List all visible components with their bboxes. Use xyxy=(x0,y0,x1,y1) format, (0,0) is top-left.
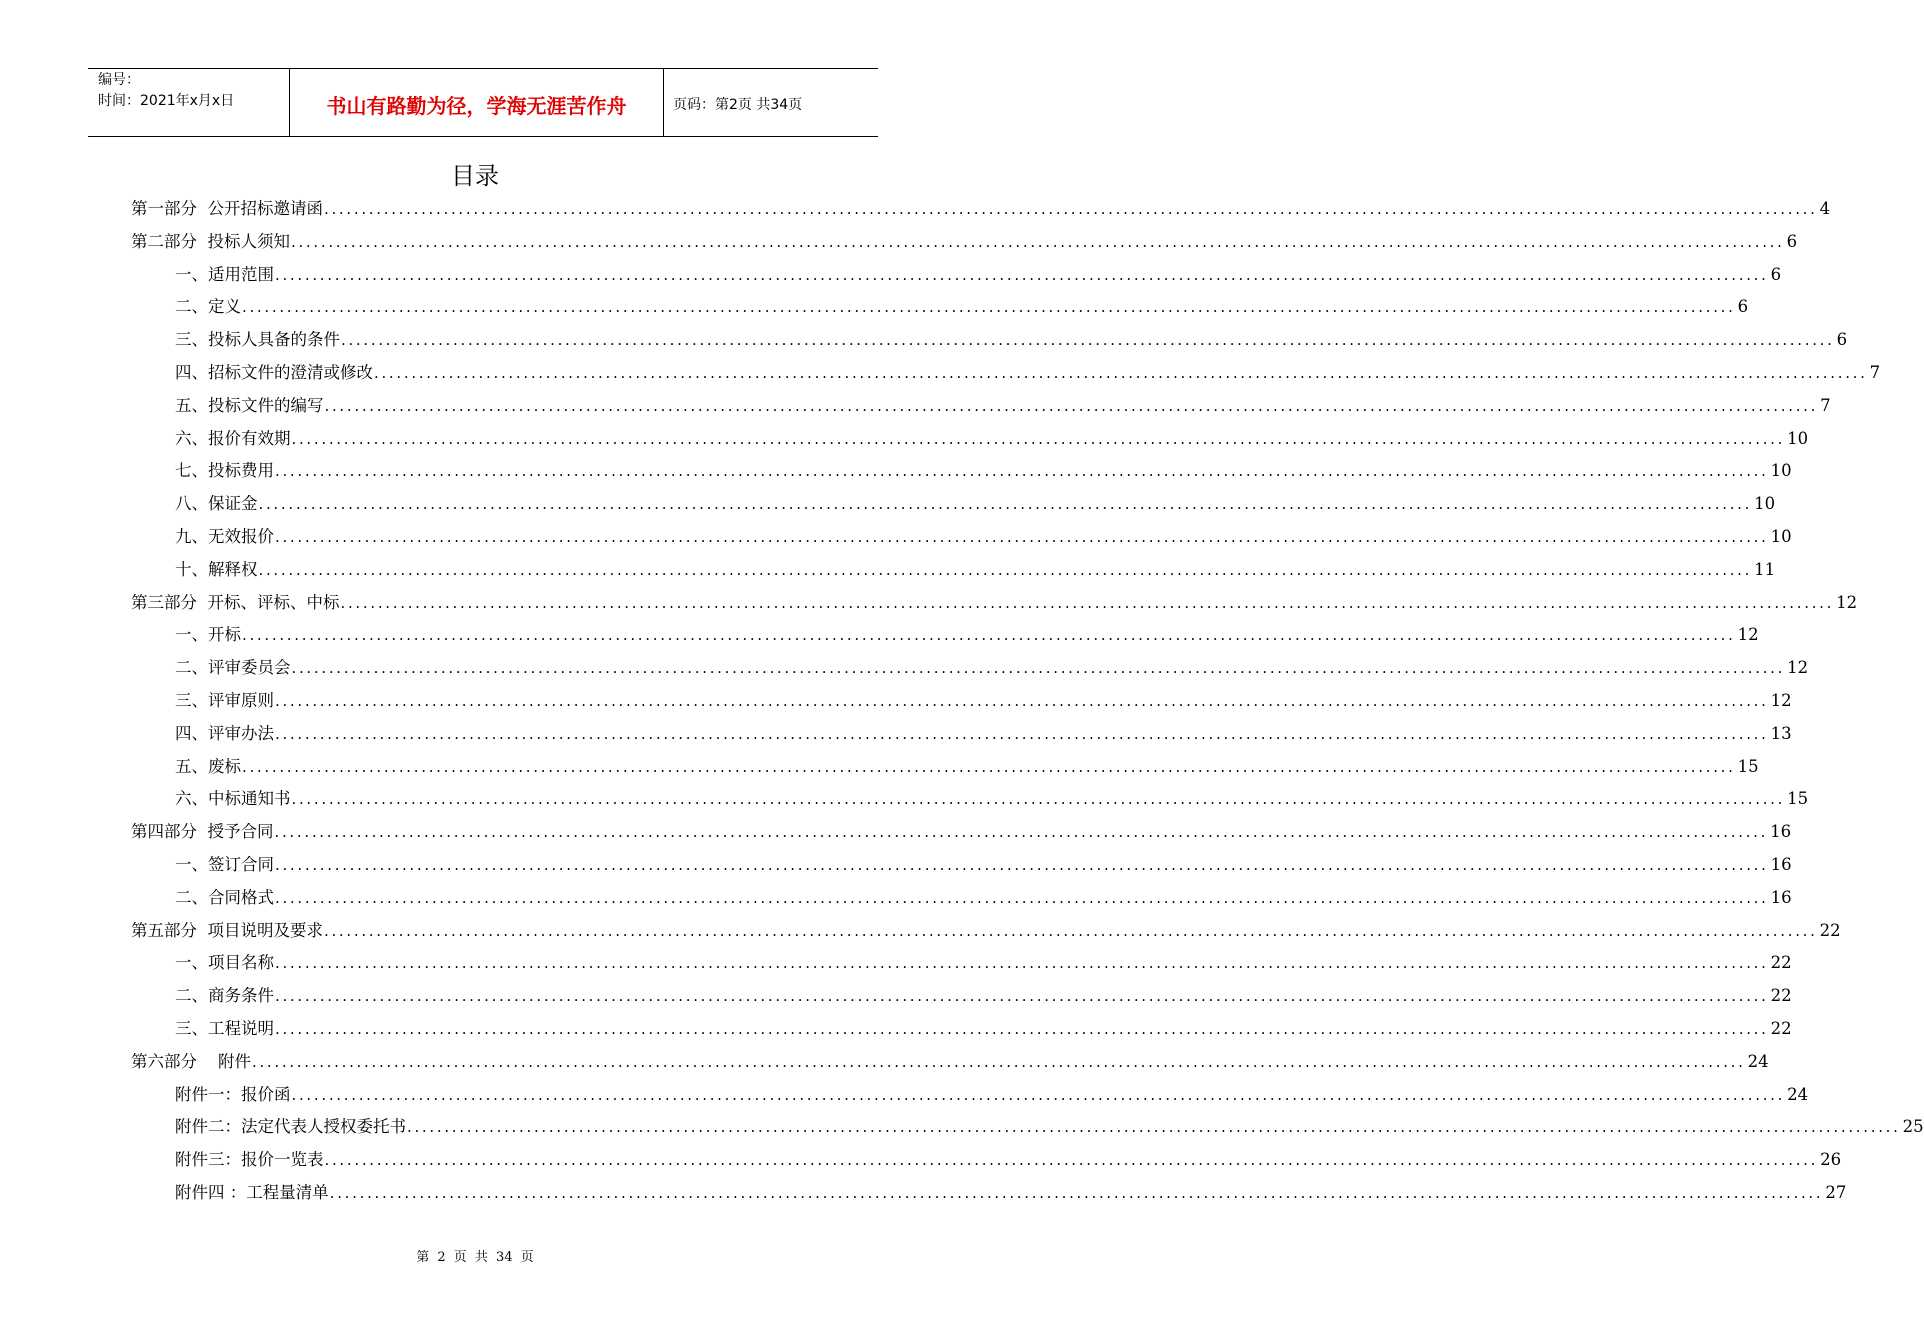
toc-entry-page: 13 xyxy=(1770,723,1792,743)
toc-entry[interactable] xyxy=(175,295,1749,319)
toc-leader-dots: ........................................................................................................................................................................................................ xyxy=(324,921,1818,940)
toc-entry-label: 第二部分 投标人须知 xyxy=(131,231,290,251)
toc-leader-dots: ........................................................................................................................................................................................................ xyxy=(275,528,1769,546)
toc-entry-label: 第六部分 附件 xyxy=(131,1051,251,1071)
toc-leader-dots: ........................................................................................................................................................................................................ xyxy=(275,1020,1769,1038)
toc-entry-label: 八、保证金 xyxy=(175,494,258,514)
page-header xyxy=(88,68,878,137)
toc-entry-page: 6 xyxy=(1737,297,1749,317)
toc-entry-page: 25 xyxy=(1902,1117,1924,1137)
toc-entry-page: 6 xyxy=(1770,264,1782,284)
toc-title: 目录 xyxy=(451,162,499,190)
toc-entry-label: 五、废标 xyxy=(175,756,241,776)
toc-entry[interactable] xyxy=(175,623,1759,647)
toc-entry[interactable] xyxy=(131,820,1792,844)
toc-entry-label: 二、商务条件 xyxy=(175,986,274,1006)
toc-entry[interactable] xyxy=(131,591,1858,615)
toc-entry-page: 11 xyxy=(1754,559,1776,579)
toc-leader-dots: ........................................................................................................................................................................................................ xyxy=(340,593,1835,612)
toc-entry-page: 22 xyxy=(1819,920,1841,940)
toc-entry-page: 7 xyxy=(1869,363,1881,382)
toc-leader-dots: ........................................................................................................................................................................................................ xyxy=(291,232,1785,251)
toc-entry[interactable] xyxy=(175,1181,1847,1205)
toc-entry-label: 二、合同格式 xyxy=(175,887,274,907)
toc-entry[interactable] xyxy=(175,558,1776,582)
toc-leader-dots: ........................................................................................................................................................................................................ xyxy=(275,856,1769,874)
toc-entry[interactable] xyxy=(175,263,1782,287)
toc-entry-label: 三、工程说明 xyxy=(175,1019,274,1038)
toc-entry-label: 五、投标文件的编写 xyxy=(175,395,324,415)
toc-entry-page: 24 xyxy=(1787,1084,1809,1104)
toc-entry[interactable] xyxy=(175,492,1776,516)
toc-entry[interactable] xyxy=(175,886,1792,910)
toc-entry[interactable] xyxy=(175,394,1831,418)
toc-entry[interactable] xyxy=(175,853,1792,877)
toc-entry-page: 27 xyxy=(1825,1183,1847,1202)
toc-entry-page: 6 xyxy=(1786,231,1798,251)
toc-leader-dots: ........................................................................................................................................................................................................ xyxy=(324,1151,1819,1170)
toc-entry[interactable] xyxy=(175,525,1792,549)
toc-entry-page: 6 xyxy=(1836,330,1848,350)
toc-entry-label: 一、开标 xyxy=(175,625,241,645)
toc-leader-dots: ........................................................................................................................................................................................................ xyxy=(341,331,1835,350)
toc-entry-label: 附件二：法定代表人授权委托书 xyxy=(175,1117,406,1137)
toc-entry-page: 26 xyxy=(1820,1150,1842,1170)
toc-leader-dots: ........................................................................................................................................................................................................ xyxy=(275,462,1769,481)
toc-entry-label: 二、定义 xyxy=(175,297,241,317)
toc-entry[interactable] xyxy=(175,656,1809,680)
page-footer: 第 2 页 共 34 页 xyxy=(416,1250,534,1265)
toc-leader-dots: ........................................................................................................................................................................................................ xyxy=(407,1118,1901,1137)
toc-entry-label: 九、无效报价 xyxy=(175,527,274,546)
toc-leader-dots: ........................................................................................................................................................................................................ xyxy=(274,823,1769,842)
toc-entry-page: 12 xyxy=(1836,592,1858,612)
toc-leader-dots: ........................................................................................................................................................................................................ xyxy=(275,954,1769,973)
toc-entry-page: 16 xyxy=(1770,855,1792,874)
header-meta xyxy=(88,69,290,136)
toc-leader-dots: ........................................................................................................................................................................................................ xyxy=(291,659,1786,678)
toc-entry-page: 10 xyxy=(1770,527,1792,546)
toc-entry-label: 七、投标费用 xyxy=(175,461,274,481)
toc-entry-label: 附件三：报价一览表 xyxy=(175,1150,324,1170)
toc-entry-label: 十、解释权 xyxy=(175,559,258,579)
toc-leader-dots: ........................................................................................................................................................................................................ xyxy=(275,724,1769,743)
toc-leader-dots: ........................................................................................................................................................................................................ xyxy=(291,429,1786,448)
toc-entry-page: 4 xyxy=(1819,199,1831,218)
toc-entry-page: 12 xyxy=(1787,658,1809,678)
toc-entry-label: 一、签订合同 xyxy=(175,855,274,874)
toc-entry-label: 二、评审委员会 xyxy=(175,658,291,678)
toc-entry-label: 第四部分 授予合同 xyxy=(131,822,274,842)
toc-entry-label: 三、评审原则 xyxy=(175,691,274,710)
toc-leader-dots: ........................................................................................................................................................................................................ xyxy=(329,1184,1824,1202)
toc-entry[interactable] xyxy=(175,689,1792,713)
toc-entry-page: 15 xyxy=(1787,789,1809,809)
toc-leader-dots: ........................................................................................................................................................................................................ xyxy=(242,626,1736,645)
toc-entry-label: 六、中标通知书 xyxy=(175,789,291,809)
toc-entry-page: 15 xyxy=(1737,756,1759,776)
header-time-label: 时间：2021年x月x日 xyxy=(98,93,235,109)
toc-entry[interactable] xyxy=(175,787,1809,811)
toc-entry[interactable] xyxy=(131,1050,1769,1074)
toc-leader-dots: ........................................................................................................................................................................................................ xyxy=(258,560,1753,579)
toc-entry[interactable] xyxy=(175,1148,1842,1172)
toc-entry-page: 10 xyxy=(1754,494,1776,514)
toc-entry-page: 7 xyxy=(1820,395,1831,415)
toc-entry[interactable] xyxy=(175,1115,1924,1139)
toc-entry[interactable] xyxy=(175,951,1792,975)
toc-leader-dots: ........................................................................................................................................................................................................ xyxy=(324,396,1819,415)
toc-entry-label: 第五部分 项目说明及要求 xyxy=(131,920,323,940)
toc-leader-dots: ........................................................................................................................................................................................................ xyxy=(242,298,1736,317)
toc-entry-label: 六、报价有效期 xyxy=(175,428,291,448)
toc-entry[interactable] xyxy=(131,197,1831,221)
toc-leader-dots: ........................................................................................................................................................................................................ xyxy=(242,757,1736,776)
toc-leader-dots: ........................................................................................................................................................................................................ xyxy=(275,692,1769,710)
toc-entry-label: 第三部分 开标、评标、中标 xyxy=(131,592,340,612)
header-number-label: 编号： xyxy=(98,72,140,88)
toc-entry-label: 附件一：报价函 xyxy=(175,1084,291,1104)
toc-entry[interactable] xyxy=(175,361,1881,385)
toc-entry[interactable] xyxy=(175,755,1759,779)
toc-entry-label: 附件四 ：工程量清单 xyxy=(175,1183,329,1202)
toc-leader-dots: ........................................................................................................................................................................................................ xyxy=(275,265,1769,284)
toc-entry[interactable] xyxy=(131,230,1798,254)
toc-entry-page: 24 xyxy=(1747,1051,1769,1071)
toc-entry-label: 一、项目名称 xyxy=(175,953,274,973)
toc-leader-dots: ........................................................................................................................................................................................................ xyxy=(275,987,1769,1006)
toc-entry[interactable] xyxy=(175,328,1848,352)
toc-entry-page: 22 xyxy=(1770,1019,1792,1038)
toc-entry-page: 16 xyxy=(1770,822,1792,842)
toc-entry[interactable] xyxy=(175,984,1792,1008)
toc-leader-dots: ........................................................................................................................................................................................................ xyxy=(251,1052,1746,1071)
toc-entry[interactable] xyxy=(175,722,1792,746)
toc-entry-page: 22 xyxy=(1770,986,1792,1006)
toc-entry-page: 16 xyxy=(1770,887,1792,907)
toc-entry-label: 三、投标人具备的条件 xyxy=(175,330,340,350)
toc-entry-page: 12 xyxy=(1737,625,1759,645)
toc-entry[interactable] xyxy=(175,459,1792,483)
toc-entry[interactable] xyxy=(131,919,1841,943)
toc-leader-dots: ........................................................................................................................................................................................................ xyxy=(291,790,1786,809)
toc-leader-dots: ........................................................................................................................................................................................................ xyxy=(275,888,1769,907)
toc-entry[interactable] xyxy=(175,427,1809,451)
toc-entry-label: 四、评审办法 xyxy=(175,723,274,743)
toc-entry-page: 22 xyxy=(1770,953,1792,973)
toc-entry-label: 四、招标文件的澄清或修改 xyxy=(175,363,373,382)
toc-entry-label: 第一部分 公开招标邀请函 xyxy=(131,199,323,218)
toc-entry[interactable] xyxy=(175,1017,1792,1041)
toc-entry[interactable] xyxy=(175,1083,1809,1107)
toc-entry-label: 一、适用范围 xyxy=(175,264,274,284)
toc-entry-page: 12 xyxy=(1770,691,1792,710)
toc-entry-page: 10 xyxy=(1787,428,1809,448)
toc-entry-page: 10 xyxy=(1770,461,1792,481)
toc-leader-dots: ........................................................................................................................................................................................................ xyxy=(374,364,1868,382)
toc-leader-dots: ........................................................................................................................................................................................................ xyxy=(324,200,1818,218)
header-slogan: 书山有路勤为径，学海无涯苦作舟 xyxy=(290,69,664,136)
toc-leader-dots: ........................................................................................................................................................................................................ xyxy=(258,495,1753,514)
toc-leader-dots: ........................................................................................................................................................................................................ xyxy=(291,1085,1786,1104)
header-page-info: 页码：第2页 共34页 xyxy=(673,96,803,113)
